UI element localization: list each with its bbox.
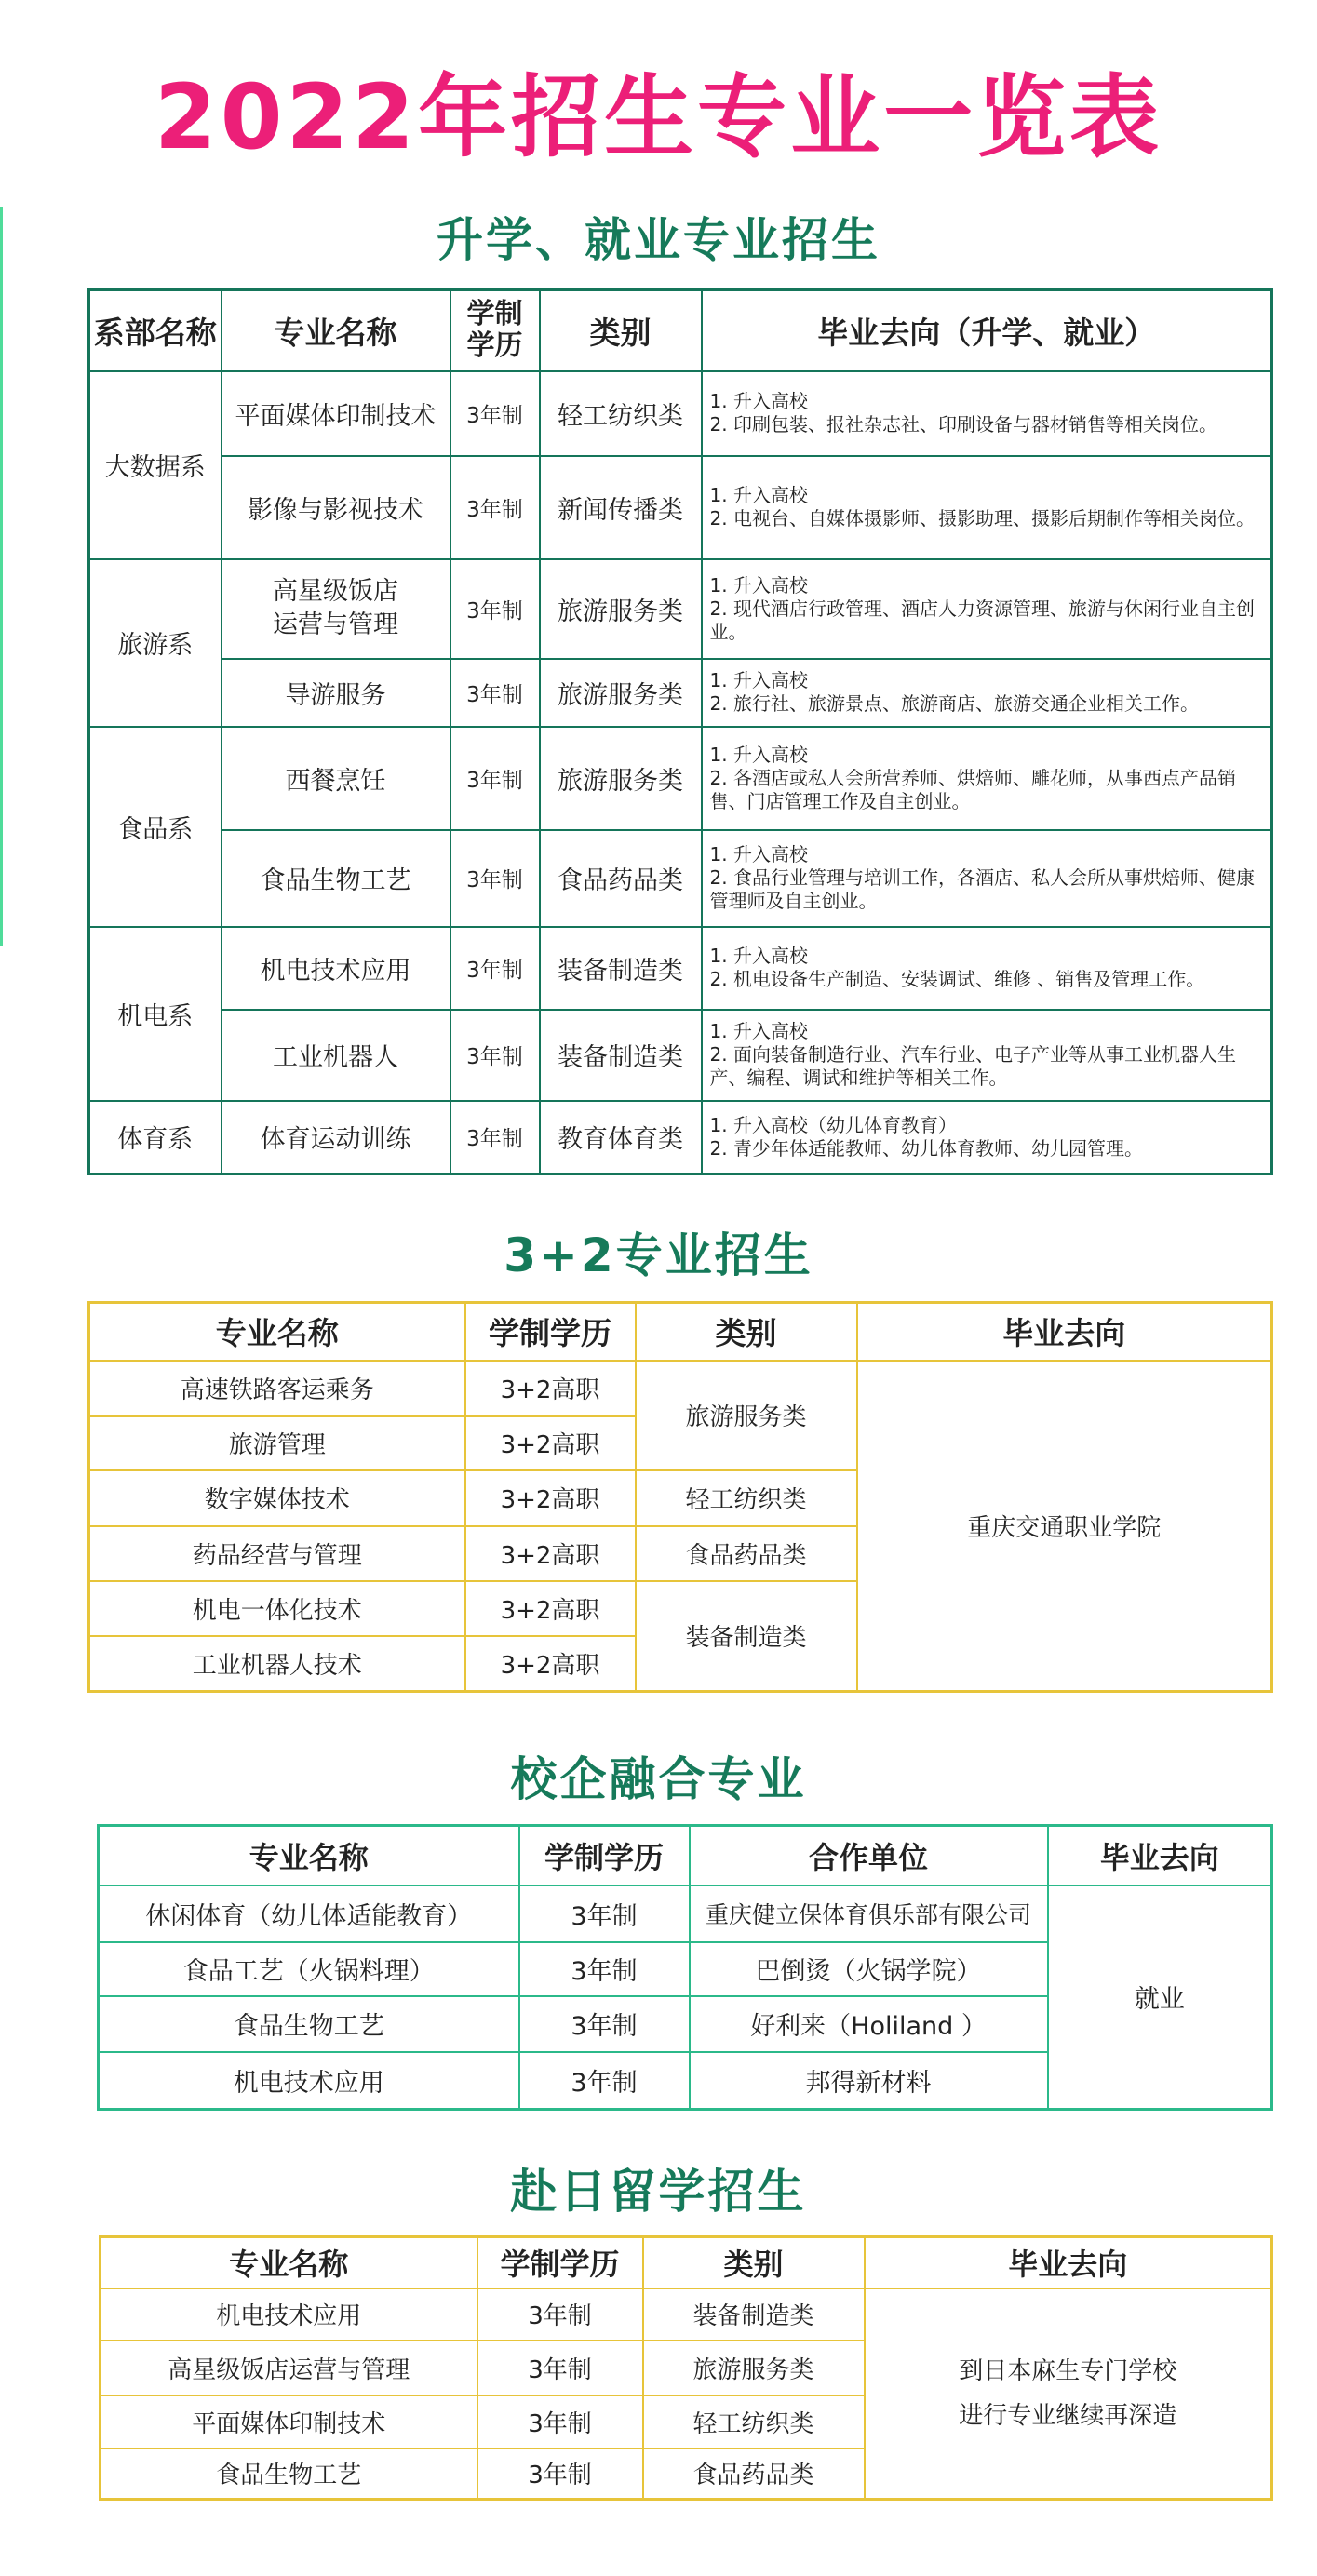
schooling-cell: 3+2高职 bbox=[465, 1470, 636, 1526]
header-category: 类别 bbox=[540, 290, 702, 371]
schooling-cell: 3年制 bbox=[450, 1101, 540, 1174]
destination-cell: 就业 bbox=[1048, 1885, 1272, 2110]
header-destination: 毕业去向（升学、就业） bbox=[702, 290, 1272, 371]
category-cell: 新闻传播类 bbox=[540, 456, 702, 559]
school-enterprise-table bbox=[97, 1824, 1273, 2111]
program-cell: 食品工艺（火锅料理） bbox=[99, 1942, 519, 1996]
partner-cell: 好利来（Holiland ） bbox=[690, 1996, 1048, 2052]
table-header-row bbox=[99, 1826, 1272, 1885]
program-cell: 导游服务 bbox=[222, 659, 450, 727]
schooling-cell: 3+2高职 bbox=[465, 1361, 636, 1416]
header-category: 类别 bbox=[636, 1303, 857, 1361]
section-title-admission-employment: 升学、就业专业招生 bbox=[437, 213, 880, 267]
destination-cell: 1. 升入高校 2. 各酒店或私人会所营养师、烘焙师、雕花师，从事西点产品销售、门店管理工作及自主创业。 bbox=[702, 727, 1272, 830]
category-cell: 装备制造类 bbox=[636, 1581, 857, 1692]
program-cell: 药品经营与管理 bbox=[89, 1526, 465, 1581]
page-title: 2022年招生专业一览表 bbox=[154, 65, 1163, 169]
schooling-cell: 3年制 bbox=[477, 2288, 643, 2341]
destination-cell: 1. 升入高校 2. 食品行业管理与培训工作，各酒店、私人会所从事烘焙师、健康管理师及自主创业。 bbox=[702, 830, 1272, 927]
schooling-cell: 3年制 bbox=[519, 1996, 690, 2052]
program-cell: 旅游管理 bbox=[89, 1416, 465, 1470]
admission-employment-table bbox=[87, 288, 1273, 1175]
destination-cell: 到日本麻生专门学校 进行专业继续再深造 bbox=[865, 2288, 1272, 2500]
schooling-cell: 3年制 bbox=[450, 727, 540, 830]
category-cell: 旅游服务类 bbox=[636, 1361, 857, 1470]
partner-cell: 重庆健立保体育俱乐部有限公司 bbox=[690, 1885, 1048, 1942]
schooling-cell: 3年制 bbox=[519, 1942, 690, 1996]
table-row bbox=[89, 659, 1272, 727]
program-cell: 机电技术应用 bbox=[99, 2052, 519, 2110]
header-schooling: 学制学历 bbox=[465, 1303, 636, 1361]
table-row bbox=[89, 1010, 1272, 1101]
program-cell: 高星级饭店运营与管理 bbox=[101, 2341, 477, 2395]
destination-cell: 1. 升入高校 2. 旅行社、旅游景点、旅游商店、旅游交通企业相关工作。 bbox=[702, 659, 1272, 727]
three-plus-two-table bbox=[87, 1301, 1273, 1693]
header-destination: 毕业去向 bbox=[1048, 1826, 1272, 1885]
destination-cell: 重庆交通职业学院 bbox=[857, 1361, 1272, 1692]
schooling-cell: 3年制 bbox=[450, 371, 540, 456]
category-cell: 食品药品类 bbox=[643, 2449, 865, 2500]
program-cell: 体育运动训练 bbox=[222, 1101, 450, 1174]
schooling-cell: 3年制 bbox=[450, 1010, 540, 1101]
table-row bbox=[89, 1101, 1272, 1174]
category-cell: 教育体育类 bbox=[540, 1101, 702, 1174]
header-dept: 系部名称 bbox=[89, 290, 222, 371]
category-cell: 旅游服务类 bbox=[540, 659, 702, 727]
schooling-cell: 3+2高职 bbox=[465, 1416, 636, 1470]
table-header-row bbox=[101, 2237, 1272, 2288]
left-accent-line bbox=[0, 207, 3, 946]
table-header-row bbox=[89, 1303, 1272, 1361]
program-cell: 机电技术应用 bbox=[222, 927, 450, 1010]
category-cell: 轻工纺织类 bbox=[636, 1470, 857, 1526]
program-cell: 食品生物工艺 bbox=[222, 830, 450, 927]
table-row bbox=[89, 559, 1272, 659]
schooling-cell: 3年制 bbox=[519, 2052, 690, 2110]
program-cell: 工业机器人技术 bbox=[89, 1636, 465, 1692]
category-cell: 装备制造类 bbox=[540, 927, 702, 1010]
header-destination: 毕业去向 bbox=[865, 2237, 1272, 2288]
dept-cell: 机电系 bbox=[89, 927, 222, 1101]
header-destination: 毕业去向 bbox=[857, 1303, 1272, 1361]
section-title-3plus2: 3+2专业招生 bbox=[504, 1228, 813, 1282]
program-cell: 工业机器人 bbox=[222, 1010, 450, 1101]
category-cell: 装备制造类 bbox=[643, 2288, 865, 2341]
category-cell: 旅游服务类 bbox=[540, 559, 702, 659]
program-cell: 高星级饭店 运营与管理 bbox=[222, 559, 450, 659]
header-program: 专业名称 bbox=[222, 290, 450, 371]
program-cell: 机电一体化技术 bbox=[89, 1581, 465, 1636]
destination-cell: 1. 升入高校（幼儿体育教育） 2. 青少年体适能教师、幼儿体育教师、幼儿园管理。 bbox=[702, 1101, 1272, 1174]
program-cell: 数字媒体技术 bbox=[89, 1470, 465, 1526]
table-row bbox=[99, 1885, 1272, 1942]
program-cell: 平面媒体印制技术 bbox=[101, 2395, 477, 2449]
category-cell: 旅游服务类 bbox=[540, 727, 702, 830]
schooling-cell: 3+2高职 bbox=[465, 1581, 636, 1636]
table-row bbox=[89, 1361, 1272, 1416]
header-program: 专业名称 bbox=[89, 1303, 465, 1361]
schooling-cell: 3年制 bbox=[450, 927, 540, 1010]
destination-cell: 1. 升入高校 2. 现代酒店行政管理、酒店人力资源管理、旅游与休闲行业自主创业。 bbox=[702, 559, 1272, 659]
table-header-row bbox=[89, 290, 1272, 371]
program-cell: 食品生物工艺 bbox=[101, 2449, 477, 2500]
schooling-cell: 3年制 bbox=[477, 2341, 643, 2395]
table-row bbox=[89, 927, 1272, 1010]
category-cell: 食品药品类 bbox=[540, 830, 702, 927]
header-program: 专业名称 bbox=[101, 2237, 477, 2288]
schooling-cell: 3+2高职 bbox=[465, 1636, 636, 1692]
section-title-japan-study: 赴日留学招生 bbox=[510, 2165, 807, 2219]
section-title-school-enterprise: 校企融合专业 bbox=[510, 1752, 807, 1806]
program-cell: 影像与影视技术 bbox=[222, 456, 450, 559]
schooling-cell: 3+2高职 bbox=[465, 1526, 636, 1581]
program-cell: 食品生物工艺 bbox=[99, 1996, 519, 2052]
header-schooling: 学制学历 bbox=[519, 1826, 690, 1885]
partner-cell: 邦得新材料 bbox=[690, 2052, 1048, 2110]
schooling-cell: 3年制 bbox=[450, 559, 540, 659]
dept-cell: 旅游系 bbox=[89, 559, 222, 727]
header-partner: 合作单位 bbox=[690, 1826, 1048, 1885]
dept-cell: 体育系 bbox=[89, 1101, 222, 1174]
category-cell: 轻工纺织类 bbox=[540, 371, 702, 456]
destination-cell: 1. 升入高校 2. 面向装备制造行业、汽车行业、电子产业等从事工业机器人生产、编程、调试和维护等相关工作。 bbox=[702, 1010, 1272, 1101]
program-cell: 平面媒体印制技术 bbox=[222, 371, 450, 456]
schooling-cell: 3年制 bbox=[519, 1885, 690, 1942]
schooling-cell: 3年制 bbox=[450, 659, 540, 727]
table-row bbox=[89, 830, 1272, 927]
table-row bbox=[101, 2288, 1272, 2341]
program-cell: 机电技术应用 bbox=[101, 2288, 477, 2341]
category-cell: 轻工纺织类 bbox=[643, 2395, 865, 2449]
program-cell: 西餐烹饪 bbox=[222, 727, 450, 830]
program-cell: 休闲体育（幼儿体适能教育） bbox=[99, 1885, 519, 1942]
destination-cell: 1. 升入高校 2. 电视台、自媒体摄影师、摄影助理、摄影后期制作等相关岗位。 bbox=[702, 456, 1272, 559]
partner-cell: 巴倒烫（火锅学院） bbox=[690, 1942, 1048, 1996]
schooling-cell: 3年制 bbox=[477, 2449, 643, 2500]
destination-cell: 1. 升入高校 2. 机电设备生产制造、安装调试、维修 、销售及管理工作。 bbox=[702, 927, 1272, 1010]
program-cell: 高速铁路客运乘务 bbox=[89, 1361, 465, 1416]
dept-cell: 大数据系 bbox=[89, 371, 222, 559]
schooling-cell: 3年制 bbox=[450, 830, 540, 927]
header-schooling: 学制 学历 bbox=[450, 290, 540, 371]
category-cell: 食品药品类 bbox=[636, 1526, 857, 1581]
table-row bbox=[89, 371, 1272, 456]
category-cell: 装备制造类 bbox=[540, 1010, 702, 1101]
category-cell: 旅游服务类 bbox=[643, 2341, 865, 2395]
table-row bbox=[89, 727, 1272, 830]
table-row bbox=[89, 456, 1272, 559]
header-schooling: 学制学历 bbox=[477, 2237, 643, 2288]
header-program: 专业名称 bbox=[99, 1826, 519, 1885]
destination-cell: 1. 升入高校 2. 印刷包装、报社杂志社、印刷设备与器材销售等相关岗位。 bbox=[702, 371, 1272, 456]
japan-study-table bbox=[99, 2235, 1273, 2501]
header-category: 类别 bbox=[643, 2237, 865, 2288]
schooling-cell: 3年制 bbox=[450, 456, 540, 559]
schooling-cell: 3年制 bbox=[477, 2395, 643, 2449]
dept-cell: 食品系 bbox=[89, 727, 222, 927]
